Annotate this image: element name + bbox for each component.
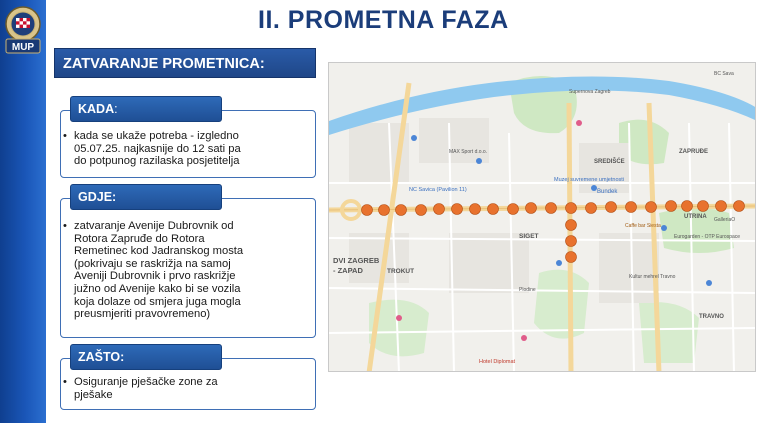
gdje-line: Remetinec kod Jadranskog mosta — [74, 245, 244, 258]
label-travno: TRAVNO — [699, 314, 724, 320]
gdje-line: Aveniji Dubrovnik i prvo raskrižje — [74, 270, 236, 283]
gdje-line: zatvaranje Avenije Dubrovnik od — [74, 220, 234, 232]
label-sredisce: SREDIŠĆE — [594, 159, 625, 165]
city-block — [579, 143, 629, 193]
map-canvas — [329, 63, 756, 372]
park-area — [639, 302, 699, 363]
gdje-line: koja dolaze od smjera juga mogla — [74, 295, 241, 308]
gdje-line: preusmjeriti pravovremeno) — [74, 308, 211, 321]
logo-text: MUP — [11, 42, 35, 53]
section-heading: ZATVARANJE PROMETNICA: — [54, 48, 316, 78]
label-siget: SIGET — [519, 233, 539, 240]
kada-line: do potpunog razilaska posjetitelja — [74, 155, 240, 168]
kada-line: 05.07.25. najkasnije do 12 sati pa — [74, 142, 241, 155]
label-zapruce: ZAPRUĐE — [679, 149, 709, 155]
label-bc-sava: BC Sava — [714, 71, 734, 77]
page-title: II. PROMETNA FAZA — [258, 6, 509, 34]
gdje-text — [74, 220, 243, 321]
label-kultur: Kultur mehrel Travno — [629, 274, 676, 280]
label-bundek: Bundek — [597, 189, 618, 195]
zasto-header: ZAŠTO: — [70, 344, 222, 370]
label-hotel: Hotel Diplomat — [479, 359, 516, 365]
label-supernova: Supernova Zagreb — [569, 89, 611, 95]
zasto-line: Osiguranje pješačke zone za — [74, 376, 218, 388]
kada-line: kada se ukaže potreba - izgledno — [74, 130, 239, 142]
label-nc-savica: NC Savica (Pavilion 11) — [409, 187, 467, 193]
kada-header-colon: : — [114, 102, 118, 116]
kada-text — [74, 130, 241, 168]
label-utrina: UTRINA — [684, 214, 707, 220]
label-plodine: Plodine — [519, 287, 536, 293]
gdje-bullet: • — [63, 220, 67, 232]
city-block — [449, 233, 529, 293]
park-area — [534, 270, 589, 339]
label-cafe-bar: Caffe bar Siesta — [625, 223, 661, 229]
gdje-header: GDJE: — [70, 184, 222, 210]
kada-header — [70, 96, 222, 122]
kada-bullet: • — [63, 130, 67, 142]
zasto-bullet: • — [63, 376, 67, 388]
label-trokut: TROKUT — [387, 268, 415, 275]
mup-logo — [2, 4, 44, 58]
closure-map[interactable] — [328, 62, 756, 372]
gdje-line: južno od Avenije kako bi se vozila — [74, 282, 241, 295]
zasto-text — [74, 376, 218, 401]
label-dvi-zagreb: DVI ZAGREB — [333, 256, 380, 265]
city-block — [419, 118, 489, 163]
gdje-line: Rotora Zapruđe do Rotora — [74, 232, 205, 245]
label-galleria: GalleriaO — [714, 217, 736, 223]
label-mb-sport: MAX Sport d.o.o. — [449, 149, 488, 155]
kada-header-label: KADA — [78, 102, 115, 116]
label-zapad: - ZAPAD — [333, 266, 363, 275]
left-brand-stripe — [0, 0, 46, 423]
zasto-line: pješake — [74, 388, 113, 401]
label-eurogarden: Eurogarden - OTP Eurospace — [674, 234, 741, 240]
gdje-line: (pokrivaju se raskrižja na samoj — [74, 257, 231, 270]
label-muzej: Muzej suvremene umjetnosti — [554, 177, 625, 183]
